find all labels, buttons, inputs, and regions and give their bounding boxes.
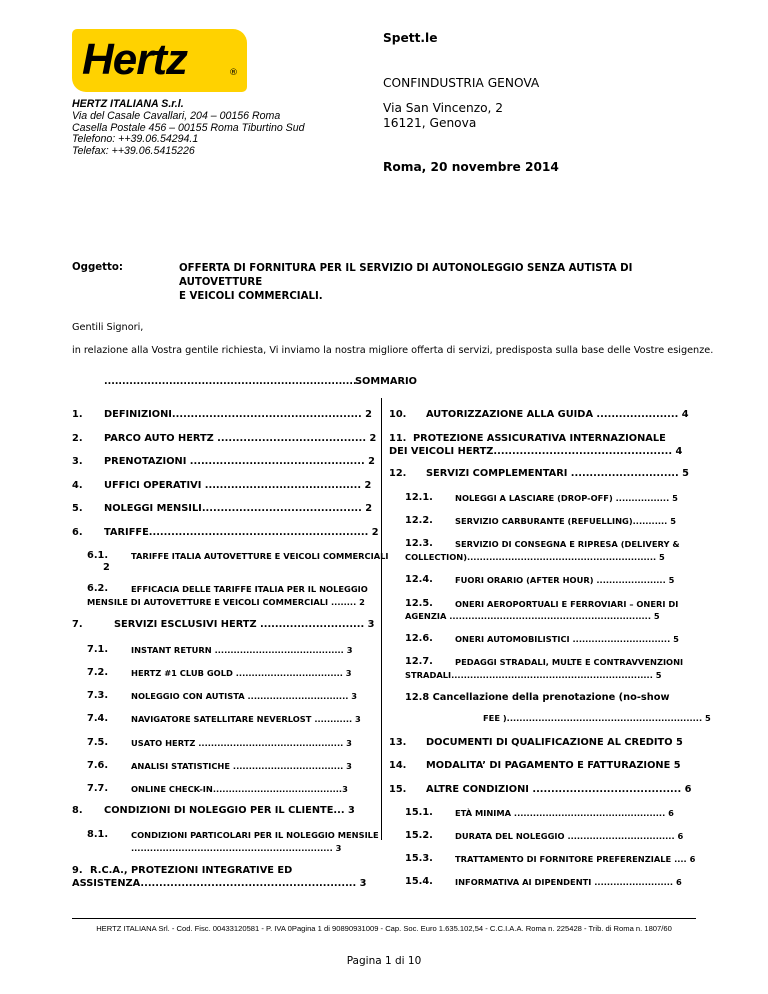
toc-num: 7.1. xyxy=(87,644,109,655)
toc-entry[interactable]: FUORI ORARIO (AFTER HOUR) ...................... 5 xyxy=(455,575,675,585)
toc-num: 8. xyxy=(72,805,83,816)
toc-num: 12.5. xyxy=(405,598,433,609)
toc-entry[interactable]: NAVIGATORE SATELLITARE NEVERLOST ............ 3 xyxy=(131,714,361,724)
toc-entry-cont: COLLECTION)............................................................ 5 xyxy=(405,552,665,562)
toc-num: 5. xyxy=(72,503,83,514)
toc-entry[interactable]: ONERI AUTOMOBILISTICI ............................... 5 xyxy=(455,634,679,644)
registered-mark: ® xyxy=(229,68,238,78)
toc-num: 11. xyxy=(389,433,407,444)
toc-num: 10. xyxy=(389,409,407,420)
toc-entry-cont: ASSISTENZA.......................................................... 3 xyxy=(72,878,367,889)
column-divider xyxy=(381,398,382,840)
toc-entry[interactable]: SERVIZI COMPLEMENTARI ............................. 5 xyxy=(426,468,689,479)
toc-num: 7.6. xyxy=(87,760,109,771)
toc-num: 14. xyxy=(389,760,407,771)
toc-num: 7.5. xyxy=(87,737,109,748)
toc-num: 7.7. xyxy=(87,783,109,794)
toc-entry[interactable]: AUTORIZZAZIONE ALLA GUIDA ...................... 4 xyxy=(426,409,689,420)
toc-entry[interactable]: ONLINE CHECK-IN.........................................3 xyxy=(131,784,348,794)
subject-text xyxy=(179,262,709,304)
toc-entry[interactable]: TRATTAMENTO DI FORNITORE PREFERENZIALE .... 6 xyxy=(455,854,696,864)
sommario-title: SOMMARIO xyxy=(355,376,417,387)
intro-paragraph: in relazione alla Vostra gentile richiesta, Vi inviamo la nostra migliore offerta di servizi, predisposta sulla base delle Vostre esigenze. xyxy=(72,345,714,356)
toc-num: 9. xyxy=(72,865,83,876)
toc-num: 15.4. xyxy=(405,876,433,887)
toc-entry[interactable]: PRENOTAZIONI ............................................... 2 xyxy=(104,456,375,467)
toc-entry[interactable]: ONERI AEROPORTUALI E FERROVIARI – ONERI DI xyxy=(455,599,679,609)
toc-entry[interactable]: R.C.A., PROTEZIONI INTEGRATIVE ED xyxy=(90,865,293,876)
toc-num: 3. xyxy=(72,456,83,467)
toc-num: 12.4. xyxy=(405,574,433,585)
toc-num: 12.7. xyxy=(405,656,433,667)
subject-line-1: OFFERTA DI FORNITURA PER IL SERVIZIO DI AUTONOLEGGIO SENZA AUTISTA DI AUTOVETTURE xyxy=(179,263,633,288)
toc-entry[interactable]: TARIFFE........................................................... 2 xyxy=(104,527,379,538)
company-address: Via del Casale Cavallari, 204 – 00156 Roma xyxy=(72,109,281,122)
subject-label: Oggetto: xyxy=(72,262,123,273)
toc-entry[interactable]: SERVIZI ESCLUSIVI HERTZ ............................ 3 xyxy=(114,619,375,630)
toc-entry[interactable]: 12.8 Cancellazione della prenotazione (no-show xyxy=(405,692,670,703)
toc-entry[interactable]: TARIFFE ITALIA AUTOVETTURE E VEICOLI COMMERCIALI xyxy=(131,551,389,561)
toc-entry[interactable]: UFFICI OPERATIVI .......................................... 2 xyxy=(104,480,372,491)
footer-legal: HERTZ ITALIANA Srl. - Cod. Fisc. 00433120581 - P. IVA 0Pagina 1 di 90890931009 - Cap. Soc. Euro 1.635.102,54 - C.C.I.A.A. Roma n. 225428 - Trib. di Roma n. 1807/60 xyxy=(96,924,672,933)
logo-text: Hertz xyxy=(82,35,188,84)
toc-entry[interactable]: INSTANT RETURN ......................................... 3 xyxy=(131,645,353,655)
company-phone: Telefono: ++39.06.54294.1 xyxy=(72,133,199,146)
toc-entry[interactable]: SERVIZIO CARBURANTE (REFUELLING)........... 5 xyxy=(455,516,676,526)
toc-entry-cont: FEE ).............................................................. 5 xyxy=(483,713,711,723)
toc-entry-page: 2 xyxy=(103,562,110,573)
toc-entry-cont: STRADALI................................................................ 5 xyxy=(405,670,662,680)
toc-entry[interactable]: MODALITA’ DI PAGAMENTO E FATTURAZIONE 5 xyxy=(426,760,681,771)
recipient-street: Via San Vincenzo, 2 xyxy=(383,101,504,115)
sommario-dots: ...................................................................... xyxy=(104,376,357,387)
toc-entry[interactable]: CONDIZIONI DI NOLEGGIO PER IL CLIENTE... 3 xyxy=(104,805,355,816)
toc-entry-cont: AGENZIA ................................................................ 5 xyxy=(405,611,660,621)
toc-entry[interactable]: ALTRE CONDIZIONI ........................................ 6 xyxy=(426,784,692,795)
toc-entry[interactable]: INFORMATIVA AI DIPENDENTI ......................... 6 xyxy=(455,877,682,887)
toc-num: 13. xyxy=(389,737,407,748)
toc-entry-cont: MENSILE DI AUTOVETTURE E VEICOLI COMMERCIALI ........ 2 xyxy=(87,597,365,607)
toc-num: 2. xyxy=(72,433,83,444)
toc-num: 12. xyxy=(389,468,407,479)
toc-num: 8.1. xyxy=(87,829,109,840)
toc-num: 12.2. xyxy=(405,515,433,526)
company-fax: Telefax: ++39.06.5415226 xyxy=(72,145,195,158)
toc-entry[interactable]: PARCO AUTO HERTZ ........................................ 2 xyxy=(104,433,377,444)
toc-num: 15.1. xyxy=(405,807,433,818)
toc-num: 12.3. xyxy=(405,538,433,549)
recipient-name: CONFINDUSTRIA GENOVA xyxy=(383,76,540,90)
toc-num: 6. xyxy=(72,527,83,538)
toc-entry[interactable]: HERTZ #1 CLUB GOLD .................................. 3 xyxy=(131,668,352,678)
company-block xyxy=(72,99,305,158)
toc-num: 1. xyxy=(72,409,83,420)
recipient-city: 16121, Genova xyxy=(383,116,477,130)
footer-rule xyxy=(72,918,696,919)
toc-entry[interactable]: DOCUMENTI DI QUALIFICAZIONE AL CREDITO 5 xyxy=(426,737,683,748)
toc-entry[interactable]: NOLEGGIO CON AUTISTA ................................ 3 xyxy=(131,691,358,701)
toc-entry[interactable]: USATO HERTZ .............................................. 3 xyxy=(131,738,352,748)
toc-num: 15.2. xyxy=(405,830,433,841)
toc-num: 4. xyxy=(72,480,83,491)
company-name: HERTZ ITALIANA S.r.l. xyxy=(72,98,184,110)
toc-num: 7.4. xyxy=(87,713,109,724)
toc-entry[interactable]: CONDIZIONI PARTICOLARI PER IL NOLEGGIO MENSILE xyxy=(131,830,379,840)
toc-num: 15.3. xyxy=(405,853,433,864)
toc-entry[interactable]: ETÀ MINIMA ................................................ 6 xyxy=(455,808,674,818)
toc-num: 12.6. xyxy=(405,633,433,644)
toc-num: 12.1. xyxy=(405,492,433,503)
hertz-logo xyxy=(72,29,247,92)
toc-entry[interactable]: NOLEGGI MENSILI........................................... 2 xyxy=(104,503,373,514)
toc-entry[interactable]: EFFICACIA DELLE TARIFFE ITALIA PER IL NOLEGGIO xyxy=(131,584,368,594)
toc-entry[interactable]: DEFINIZIONI................................................... 2 xyxy=(104,409,372,420)
toc-entry-cont: ................................................................ 3 xyxy=(131,843,342,853)
toc-entry[interactable]: PEDAGGI STRADALI, MULTE E CONTRAVVENZIONI xyxy=(455,657,684,667)
toc-num: 7.2. xyxy=(87,667,109,678)
toc-entry[interactable]: SERVIZIO DI CONSEGNA E RIPRESA (DELIVERY & xyxy=(455,539,680,549)
page-number: Pagina 1 di 10 xyxy=(346,955,422,967)
toc-entry[interactable]: ANALISI STATISTICHE ................................... 3 xyxy=(131,761,352,771)
toc-entry[interactable]: PROTEZIONE ASSICURATIVA INTERNAZIONALE xyxy=(413,433,666,444)
toc-entry[interactable]: NOLEGGI A LASCIARE (DROP-OFF) ................. 5 xyxy=(455,493,678,503)
toc-num: 6.1. xyxy=(87,550,109,561)
toc-num: 7. xyxy=(72,619,83,630)
toc-num: 7.3. xyxy=(87,690,109,701)
toc-num: 6.2. xyxy=(87,583,109,594)
subject-line-2: E VEICOLI COMMERCIALI. xyxy=(179,291,323,302)
toc-entry[interactable]: DURATA DEL NOLEGGIO .................................. 6 xyxy=(455,831,684,841)
recipient-salutation: Spett.le xyxy=(383,31,438,45)
toc-num: 15. xyxy=(389,784,407,795)
letter-date: Roma, 20 novembre 2014 xyxy=(383,160,559,174)
toc-entry-cont: DEI VEICOLI HERTZ................................................ 4 xyxy=(389,446,683,457)
company-po-box: Casella Postale 456 – 00155 Roma Tiburtino Sud xyxy=(72,121,305,134)
greeting: Gentili Signori, xyxy=(72,322,144,333)
